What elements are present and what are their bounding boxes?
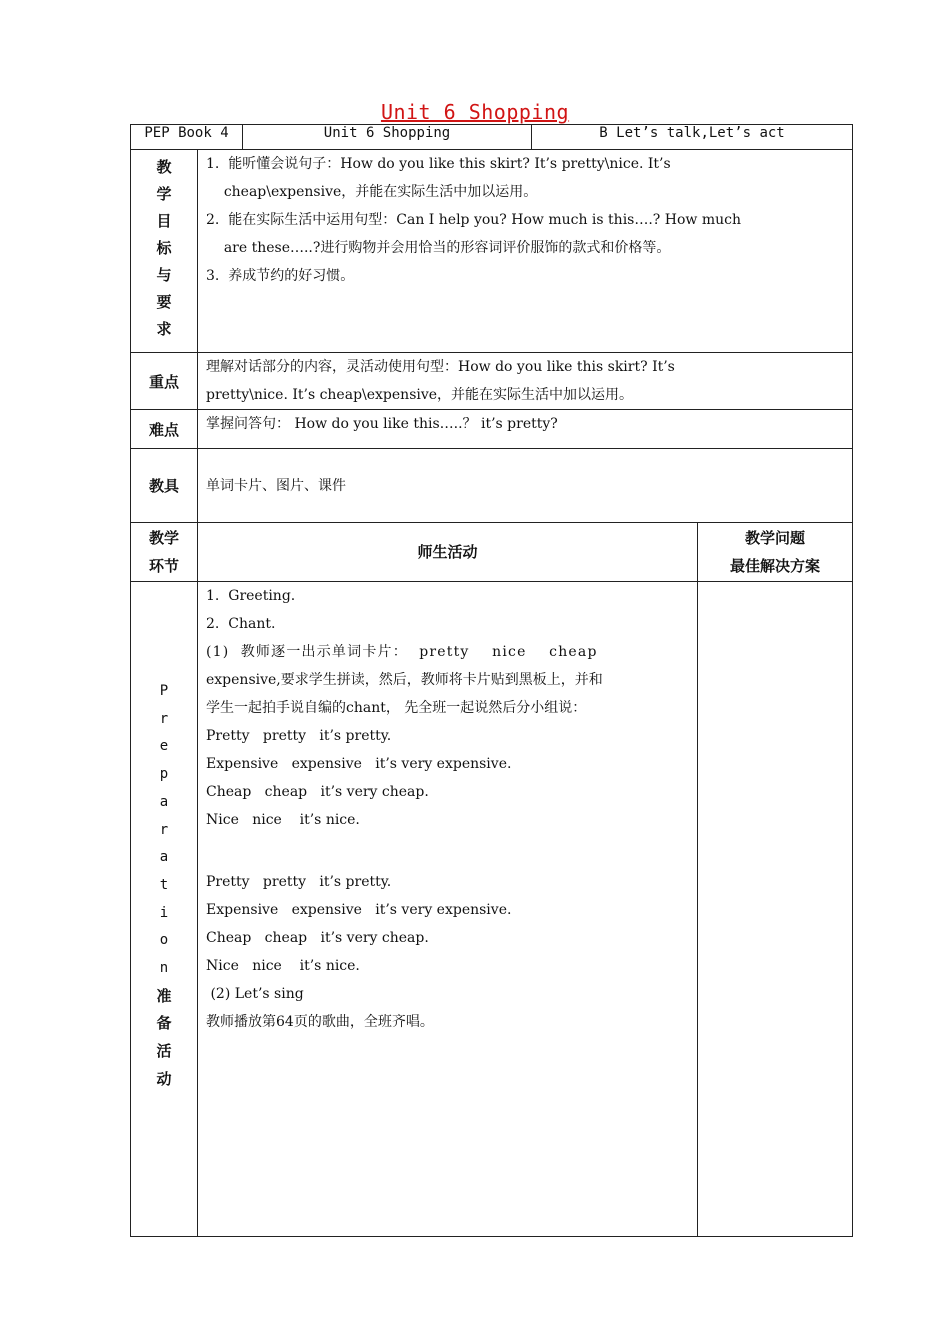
aids-label: 教具 <box>131 449 198 523</box>
activity-line: Cheap cheap it’s very cheap. <box>206 784 429 800</box>
key-point-line: 理解对话部分的内容，灵活动使用句型：How do you like this skirt? It’s <box>206 359 675 375</box>
preparation-row <box>131 582 853 1237</box>
activity-line: (1) 教师逐一出示单词卡片： pretty nice cheap <box>206 644 598 660</box>
activity-line: Nice nice it’s nice. <box>206 812 360 828</box>
activity-line <box>206 834 689 868</box>
aids-row <box>131 449 853 523</box>
activity-line: 2. Chant. <box>206 616 276 632</box>
objective-line: 2. 能在实际生活中运用句型：Can I help you? How much is this….? How much <box>206 212 741 228</box>
activity-line: Expensive expensive it’s very expensive. <box>206 756 512 772</box>
activity-line: Pretty pretty it’s pretty. <box>206 728 392 744</box>
unit-cell: Unit 6 Shopping <box>243 125 532 150</box>
objective-line: 3. 养成节约的好习惯。 <box>206 268 355 284</box>
key-points-row <box>131 353 853 410</box>
objective-line: 1. 能听懂会说句子：How do you like this skirt? It’s pretty\nice. It’s <box>206 156 671 172</box>
document-title: Unit 6 Shopping <box>380 100 570 124</box>
solution-header: 教学问题 最佳解决方案 <box>698 523 853 582</box>
activity-header: 师生活动 <box>198 523 698 582</box>
preparation-label: P r e p a r a t i o n 准 备 活 动 <box>131 582 198 1237</box>
objectives-label: 教 学 目 标 与 要 求 <box>131 150 198 353</box>
activity-line: Cheap cheap it’s very cheap. <box>206 930 429 946</box>
difficulties-content: 掌握问答句： How do you like this…..？ it’s pretty? <box>198 410 853 449</box>
objective-line: cheap\expensive，并能在实际生活中加以运用。 <box>206 184 538 200</box>
steps-header-row <box>131 523 853 582</box>
preparation-content <box>198 582 698 1237</box>
header-row <box>131 125 853 150</box>
activity-line: 教师播放第64页的歌曲，全班齐唱。 <box>206 1014 434 1030</box>
activity-line: (2) Let’s sing <box>206 986 304 1002</box>
activity-line: 1. Greeting. <box>206 588 296 604</box>
section-cell: B Let’s talk,Let’s act <box>532 125 853 150</box>
activity-line: Expensive expensive it’s very expensive. <box>206 902 512 918</box>
book-cell: PEP Book 4 <box>131 125 243 150</box>
aids-content: 单词卡片、图片、课件 <box>198 449 853 523</box>
difficulties-row <box>131 410 853 449</box>
key-points-label: 重点 <box>131 353 198 410</box>
objective-line: are these…..?进行购物并会用恰当的形容词评价服饰的款式和价格等。 <box>206 240 671 256</box>
objectives-content <box>198 150 853 353</box>
preparation-solution-cell <box>698 582 853 1237</box>
stage-header: 教学 环节 <box>131 523 198 582</box>
activity-line: Nice nice it’s nice. <box>206 958 360 974</box>
objectives-row <box>131 150 853 353</box>
key-points-content <box>198 353 853 410</box>
lesson-plan-table <box>130 124 853 1237</box>
activity-line: expensive,要求学生拼读，然后，教师将卡片贴到黑板上，并和 <box>206 672 603 688</box>
difficulties-label: 难点 <box>131 410 198 449</box>
key-point-line: pretty\nice. It’s cheap\expensive，并能在实际生活中加以运用。 <box>206 387 634 403</box>
activity-line: 学生一起拍手说自编的chant， 先全班一起说然后分小组说： <box>206 700 587 716</box>
activity-line: Pretty pretty it’s pretty. <box>206 874 392 890</box>
